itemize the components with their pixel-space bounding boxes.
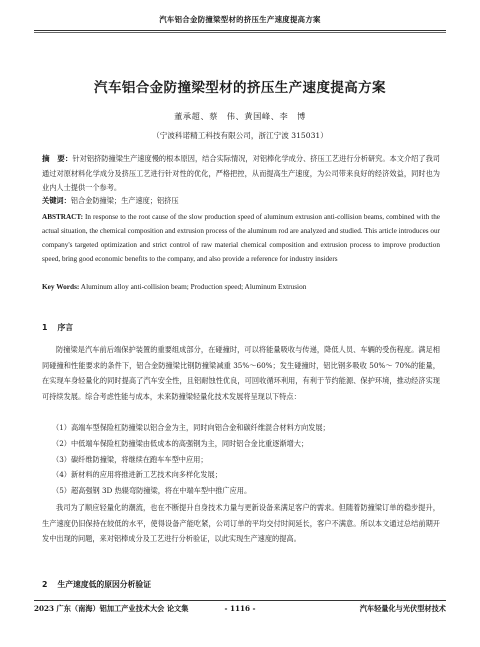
abstract-zh-text: 针对铝挤防撞梁生产速度慢的根本原因，结合实际情况，对铝棒化学成分、挤压工艺进行分析研究。本文介绍了我司通过对原材料化学成分及挤压工艺进行针对性的优化，严格把控，从而提高生产速度，为公司带来良好的经济效益，同时也为业内人士提供一个参考。 <box>42 154 440 193</box>
abstract-en-label: ABSTRACT: <box>42 213 84 221</box>
list-item: （3）碳纤维防撞梁，将继续在跑车车型中应用； <box>52 454 208 464</box>
body-paragraph: 防撞梁是汽车前后端保护装置的重要组成部分，在碰撞时，可以将能量吸收与传递，降低人员、车辆的受伤程度。满足相同碰撞和性能要求的条件下，铝合金防撞梁比钢防撞梁减重 35%～60%；发生碰撞时，铝比钢多吸收 50%～ 70%的能量，在实现车身轻量化的同时提高了汽车安全性，且铝耐蚀性优良，可回收循环利用，有利于节约能源、保护环境，推动经济实现可持续发展。综合考虑性能与成本，未来防撞梁轻量化技术发展将呈现以下特点： <box>42 345 440 401</box>
footer-rule <box>34 600 446 601</box>
header-rule <box>34 30 446 31</box>
list-item: （5）超高强钢 3D 热辊弯防撞梁，将在中端车型中推广应用。 <box>52 486 252 496</box>
paper-authors: 董承超、蔡 伟、黄国峰、李 博 <box>174 111 306 121</box>
section-heading <box>42 579 151 590</box>
abstract-zh <box>42 152 440 196</box>
body-paragraph: 我司为了顺应轻量化的潮流，也在不断提升自身技术力量与更新设备来满足客户的需求。但随着防撞梁订单的稳步提升，生产速度仍旧保持在较低的水平，使得设备产能吃紧，公司订单的平均交付时间延长，客户不满意。所以本文通过总结前期开发中出现的问题，来对铝棒成分及工艺进行分析验证，以此实现生产速度的提高。 <box>42 503 440 544</box>
keywords-zh-text: 铝合金防撞梁；生产速度；铝挤压 <box>70 196 179 205</box>
abstract-en <box>42 210 440 266</box>
running-header: 汽车铝合金防撞梁型材的挤压生产速度提高方案 <box>159 15 321 24</box>
feature-list <box>52 420 440 499</box>
section-title: 生产速度低的原因分析验证 <box>57 580 151 589</box>
header-rule-thin <box>34 32 446 33</box>
list-item: （1）高端车型保险杠防撞梁以铝合金为主，同时向铝合金和碳纤维混合材料方向发展； <box>52 423 330 432</box>
abstract-en-text: In response to the root cause of the slow production speed of aluminum extrusion anti-collision beams, combined with the actual situation, the chemical composition and extrusion process of the aluminum rod are analyzed and studied. This article introduces our company's targeted optimization and strict control of raw material chemical composition and extrusion process to improve production speed, bring good economic benefits to the company, and also provide a reference for industry insiders <box>42 213 440 263</box>
paper-affiliation: （宁波科诺精工科技有限公司，浙江宁波 315031） <box>152 131 328 140</box>
page-footer <box>34 604 446 618</box>
abstract-zh-label: 摘 要： <box>42 154 73 163</box>
keywords-en <box>42 282 440 291</box>
list-item: （2）中低端车保险杠防撞梁由低成本的高强钢为主，同时铝合金比重逐渐增大； <box>52 438 309 448</box>
paper-title: 汽车铝合金防撞梁型材的挤压生产速度提高方案 <box>94 80 386 96</box>
list-item: （4）新材料的应用将推进新工艺技术向多样化发展； <box>52 470 222 480</box>
section-heading <box>42 322 73 333</box>
keywords-zh <box>42 196 440 206</box>
section-number: 2 <box>42 580 48 589</box>
keywords-en-text: Aluminum alloy anti-collision beam; Production speed; Aluminum Extrusion <box>80 282 307 291</box>
keywords-en-label: Key Words: <box>42 282 80 291</box>
footer-page-number: - 1116 - <box>224 604 256 613</box>
footer-conference: 2023 广东（南海）铝加工产业技术大会 论文集 <box>34 604 189 613</box>
keywords-zh-label: 关键词： <box>42 196 71 205</box>
footer-topic: 汽车轻量化与光伏型材技术 <box>359 604 446 613</box>
section-title: 序言 <box>57 323 74 332</box>
section-number: 1 <box>42 323 48 332</box>
